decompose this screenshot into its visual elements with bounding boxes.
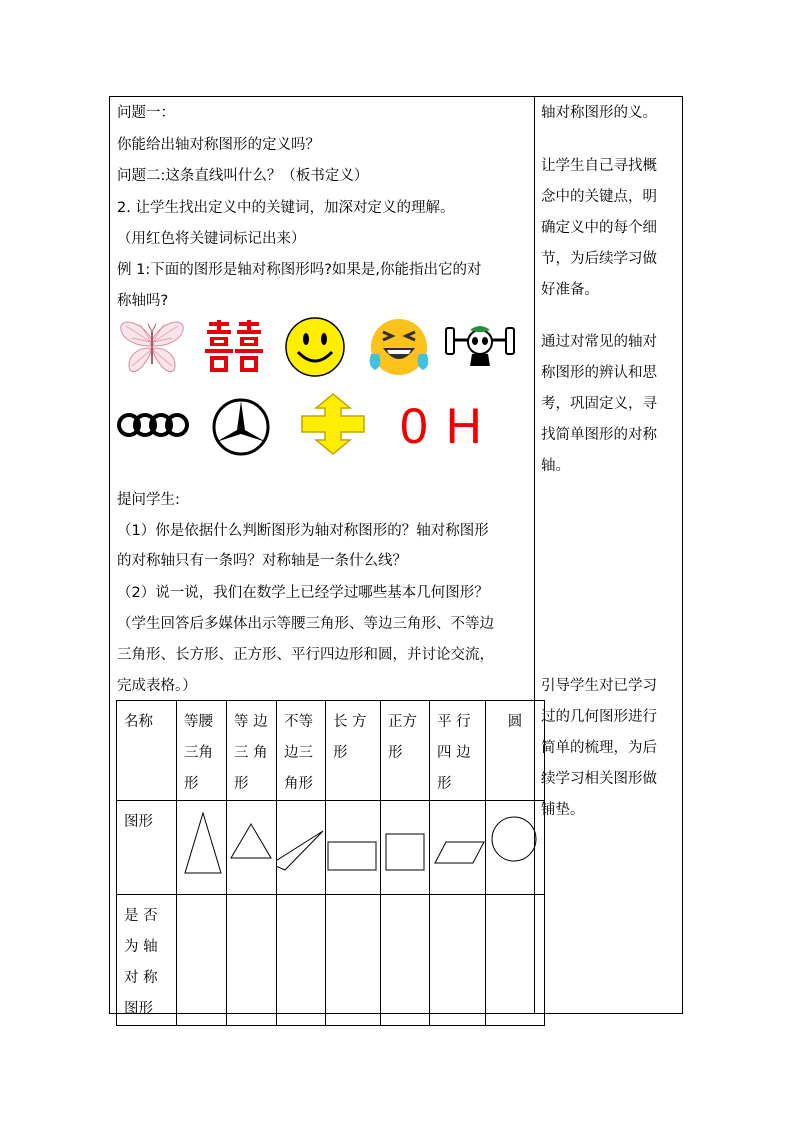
header-scalene: 不等 边三 角形 bbox=[284, 714, 313, 792]
header-square: 正方 形 bbox=[388, 714, 417, 761]
question-one: 问题一： bbox=[117, 105, 175, 121]
double-happiness-icon bbox=[205, 320, 263, 374]
row-label-shape: 图形 bbox=[124, 814, 153, 830]
definition-question: 你能给出轴对称图形的定义吗？ bbox=[117, 137, 320, 153]
mascot-icon bbox=[444, 320, 516, 368]
scalene-triangle-shape bbox=[277, 807, 325, 879]
right-note-3: 轴。 bbox=[541, 458, 570, 474]
right-note-4: 铺垫。 bbox=[541, 802, 585, 818]
answer-cell[interactable] bbox=[381, 895, 430, 1026]
answer-cell[interactable] bbox=[486, 895, 545, 1026]
right-note-2: 节，为后续学习做 bbox=[541, 251, 657, 267]
right-note-4: 续学习相关图形做 bbox=[541, 771, 657, 787]
keyword-task: 2. 让学生找出定义中的关键词，加深对定义的理解。 bbox=[117, 200, 455, 216]
right-note-4: 过的几何图形进行 bbox=[541, 709, 657, 725]
question-1: （1）你是依据什么判断图形为轴对称图形的？轴对称图形 bbox=[117, 523, 489, 539]
parallelogram-shape bbox=[430, 807, 485, 879]
mercedes-logo-icon bbox=[211, 397, 271, 457]
answer-cell[interactable] bbox=[177, 895, 227, 1026]
laughing-emoji-icon bbox=[367, 316, 431, 378]
shapes-table bbox=[116, 700, 545, 1026]
header-rectangle: 长 方 形 bbox=[333, 714, 367, 761]
question-1-cont: 的对称轴只有一条吗？对称轴是一条什么线？ bbox=[117, 553, 407, 569]
question-2: （2）说一说，我们在数学上已经学过哪些基本几何图形？ bbox=[117, 585, 489, 601]
right-note-3: 通过对常见的轴对 bbox=[541, 334, 657, 350]
table-header-row bbox=[117, 701, 545, 801]
right-note-3: 找简单图形的对称 bbox=[541, 427, 657, 443]
header-name: 名称 bbox=[124, 714, 153, 730]
answer-cell[interactable] bbox=[227, 895, 277, 1026]
complete-table: 完成表格。） bbox=[117, 678, 197, 694]
answer-cell[interactable] bbox=[430, 895, 486, 1026]
header-parallelogram: 平 行 四 边 形 bbox=[437, 714, 471, 792]
right-note-3: 考，巩固定义，寻 bbox=[541, 396, 657, 412]
student-answer-cont: 三角形、长方形、正方形、平行四边形和圆，并讨论交流， bbox=[117, 647, 494, 663]
ask-students: 提问学生: bbox=[117, 492, 180, 508]
example-one: 例 1:下面的图形是轴对称图形吗?如果是,你能指出它的对 bbox=[117, 262, 482, 278]
audi-rings-icon bbox=[117, 410, 189, 440]
yellow-double-arrow-icon bbox=[300, 392, 366, 456]
keyword-note: （用红色将关键词标记出来） bbox=[117, 231, 306, 247]
answer-cell[interactable] bbox=[277, 895, 326, 1026]
right-note-3: 称图形的辨认和思 bbox=[541, 365, 657, 381]
student-answer: （学生回答后多媒体出示等腰三角形、等边三角形、不等边 bbox=[117, 616, 494, 632]
right-note-4: 简单的梳理，为后 bbox=[541, 740, 657, 756]
butterfly-icon bbox=[118, 318, 186, 376]
header-isosceles: 等腰 三角 形 bbox=[184, 714, 213, 792]
right-note-4: 引导学生对已学习 bbox=[541, 678, 657, 694]
right-note-2: 确定义中的每个细 bbox=[541, 220, 657, 236]
oh-letters: 0 H bbox=[400, 398, 484, 454]
answer-cell[interactable] bbox=[326, 895, 381, 1026]
question-two: 问题二:这条直线叫什么？（板书定义） bbox=[117, 168, 369, 184]
right-note-1: 轴对称图形的义。 bbox=[541, 105, 657, 121]
header-equilateral: 等 边 三 角 形 bbox=[234, 714, 268, 792]
right-note-2: 让学生自己寻找概 bbox=[541, 158, 657, 174]
right-note-2: 念中的关键点，明 bbox=[541, 189, 657, 205]
right-note-2: 好准备。 bbox=[541, 282, 599, 298]
isosceles-triangle-shape bbox=[177, 807, 226, 879]
equilateral-triangle-shape bbox=[227, 807, 276, 879]
square-shape bbox=[381, 807, 429, 879]
row-label-symmetric: 是 否 为 轴 对 称 图形 bbox=[124, 908, 158, 1017]
table-shape-row bbox=[117, 801, 545, 895]
example-one-cont: 称轴吗? bbox=[117, 293, 169, 309]
smiley-icon bbox=[284, 316, 346, 378]
rectangle-shape bbox=[326, 807, 380, 879]
table-symmetry-row bbox=[117, 895, 545, 1026]
circle-shape bbox=[486, 807, 544, 879]
header-circle: 圆 bbox=[507, 714, 523, 730]
